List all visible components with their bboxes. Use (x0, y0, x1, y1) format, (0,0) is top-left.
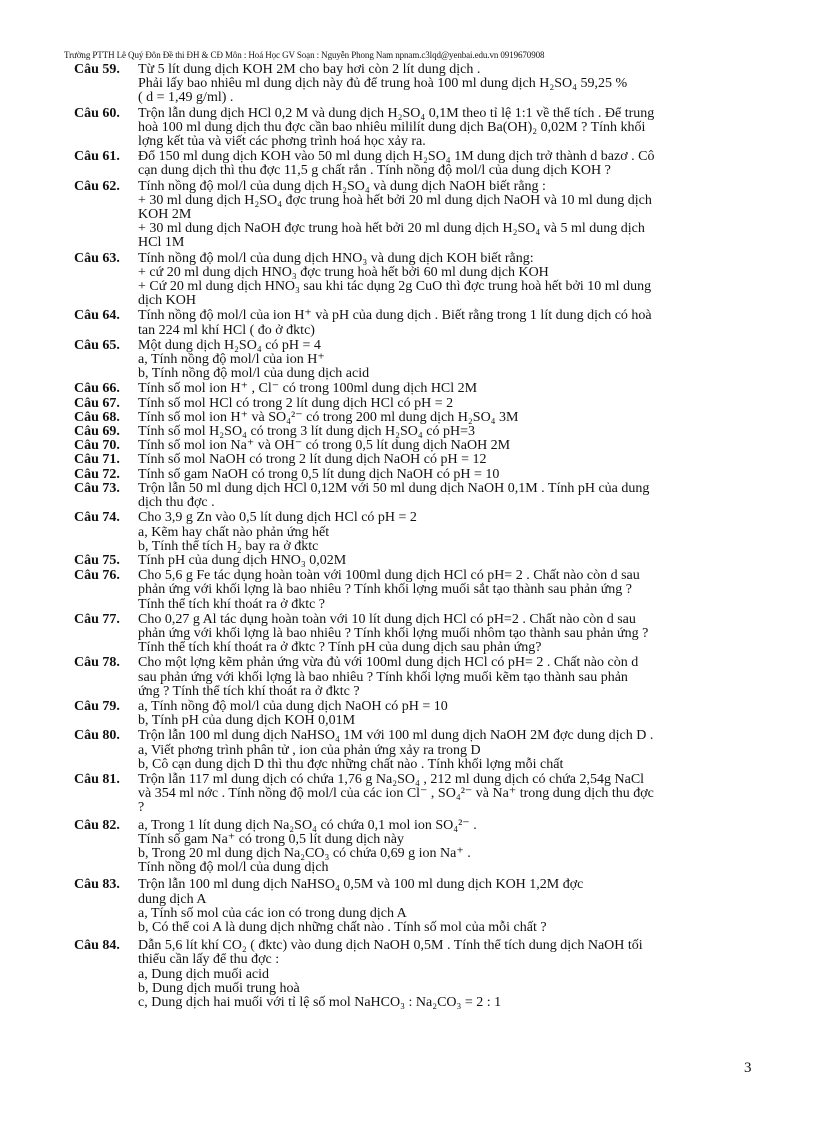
question-text (138, 511, 764, 554)
question-line: Trộn lẫn 50 ml dung dịch HCl 0,12M với 50 ml dung dịch NaOH 0,1M . Tính pH của dung (138, 480, 650, 496)
question-item (74, 878, 764, 935)
question-line: phản ứng với khối lợng là bao nhiêu ? Tính khối lợng muối sắt tạo thành sau phản ứng ? (138, 582, 632, 598)
question-number: Câu 65. (74, 337, 120, 353)
question-item (74, 411, 764, 425)
question-line: phản ứng với khối lợng là bao nhiêu ? Tính khối lợng muối nhôm tạo thành sau phản ứng ? (138, 625, 649, 641)
question-item (74, 554, 764, 568)
question-number: Câu 61. (74, 149, 120, 165)
question-item (74, 107, 764, 150)
question-line: dịch thu đợc . (138, 495, 215, 511)
question-item (74, 656, 764, 699)
question-line: thiểu cần lấy để thu đợc : (138, 952, 280, 968)
question-item (74, 613, 764, 656)
question-line: dung dịch A (138, 891, 207, 907)
question-line: b, Tính pH của dung dịch KOH 0,01M (138, 713, 356, 729)
question-text (138, 569, 764, 612)
question-number: Câu 62. (74, 178, 120, 194)
question-number: Câu 75. (74, 552, 120, 568)
question-item (74, 63, 764, 106)
question-number: Câu 76. (74, 568, 120, 584)
question-line: Từ 5 lít dung dịch KOH 2M cho bay hơi còn 2 lít dung dịch . (138, 62, 481, 77)
question-line: Tính nồng độ mol/l của dung dịch (138, 860, 329, 876)
question-line: Tính số mol ion H⁺ và SO₄²⁻ có trong 200 ml dung dịch H₂SO₄ 3M (138, 409, 519, 425)
question-line: ứng ? Tính thể tích khí thoát ra ở đktc ? (138, 683, 360, 699)
question-number: Câu 82. (74, 817, 120, 833)
question-line: Tính nồng độ mol/l của ion H⁺ và pH của dung dịch . Biết rằng trong 1 lít dung dịch có hoà (138, 308, 652, 324)
question-item (74, 482, 764, 510)
question-line: c, Dung dịch hai muối với tỉ lệ số mol NaHCO₃ : Na₂CO₃ = 2 : 1 (138, 995, 502, 1010)
question-line: Tính số mol HCl có trong 2 lít dung dịch HCl có pH = 2 (138, 395, 454, 411)
question-text (138, 453, 764, 467)
question-text (138, 482, 764, 510)
question-line: Trộn lẫn 100 ml dung dịch NaHSO₄ 1M với 100 ml dung dịch NaOH 2M đợc dung dịch D . (138, 728, 654, 744)
question-text (138, 878, 764, 935)
question-number: Câu 84. (74, 938, 120, 954)
question-text (138, 613, 764, 656)
question-line: + Cứ 20 ml dung dịch HNO₃ sau khi tác dụng 2g CuO thì đợc trung hoà hết bởi 10 ml dung (138, 279, 652, 295)
question-line: b, Tính nồng độ mol/l của dung dịch acid (138, 366, 370, 382)
question-text (138, 439, 764, 453)
question-line: a, Dung dịch muối acid (138, 966, 270, 982)
question-item (74, 150, 764, 178)
question-line: b, Dung dịch muối trung hoà (138, 980, 300, 996)
question-line: Đổ 150 ml dung dịch KOH vào 50 ml dung dịch H₂SO₄ 1M dung dịch trở thành d bazơ . Cô (138, 149, 655, 165)
question-line: và 354 ml nớc . Tính nồng độ mol/l của các ion Cl⁻ , SO₄²⁻ và Na⁺ trong dung dịch thu đợc (138, 786, 654, 802)
question-text (138, 180, 764, 251)
question-item (74, 382, 764, 396)
page-number: 3 (744, 1060, 752, 1076)
question-number: Câu 83. (74, 877, 120, 893)
question-line: + 30 ml dung dịch NaOH đợc trung hoà hết bởi 20 ml dung dịch H₂SO₄ và 5 ml dung dịch (138, 221, 645, 237)
question-line: Tính số mol H₂SO₄ có trong 3 lít dung dịch H₂SO₄ có pH=3 (138, 424, 475, 440)
question-text (138, 252, 764, 309)
question-number: Câu 78. (74, 655, 120, 671)
question-text (138, 729, 764, 772)
question-text (138, 425, 764, 439)
question-text (138, 309, 764, 337)
question-line: ? (138, 800, 145, 816)
question-number: Câu 70. (74, 438, 120, 454)
question-number: Câu 67. (74, 395, 120, 411)
question-line: Tính pH của dung dịch HNO₃ 0,02M (138, 552, 347, 568)
question-line: Cho 3,9 g Zn vào 0,5 lít dung dịch HCl có pH = 2 (138, 510, 417, 526)
question-item (74, 397, 764, 411)
question-line: Cho 5,6 g Fe tác dụng hoàn toàn với 100ml dung dịch HCl có pH= 2 . Chất nào còn d sau (138, 568, 640, 584)
question-text (138, 773, 764, 816)
question-text (138, 339, 764, 382)
page-header: Trường PTTH Lê Quý Đôn Đề thi ĐH & CĐ Môn : Hoá Học GV Soạn : Nguyễn Phong Nam npnam.c3lqd@yenbai.edu.vn 0919670908 (64, 50, 545, 60)
question-number: Câu 77. (74, 611, 120, 627)
question-number: Câu 74. (74, 510, 120, 526)
question-item (74, 180, 764, 251)
question-number: Câu 66. (74, 381, 120, 397)
question-line: b, Tính thể tích H₂ bay ra ở đktc (138, 538, 319, 554)
question-number: Câu 72. (74, 466, 120, 482)
question-number: Câu 79. (74, 698, 120, 714)
question-text (138, 700, 764, 728)
question-line: a, Kẽm hay chất nào phản ứng hết (138, 524, 330, 540)
question-item (74, 453, 764, 467)
question-number: Câu 80. (74, 728, 120, 744)
question-line: b, Có thể coi A là dung dịch những chất nào . Tính số mol của mỗi chất ? (138, 919, 547, 935)
question-text (138, 939, 764, 1010)
question-text (138, 554, 764, 568)
question-line: ( d = 1,49 g/ml) . (138, 90, 234, 106)
question-line: a, Tính nồng độ mol/l của ion H⁺ (138, 352, 325, 368)
question-line: hoà 100 ml dung dịch thu đợc cần bao nhiêu mililít dung dịch Ba(OH)₂ 0,02M ? Tính khối (138, 119, 646, 135)
question-text (138, 656, 764, 699)
question-line: Trộn lẫn dung dịch HCl 0,2 M và dung dịch H₂SO₄ 0,1M theo tỉ lệ 1:1 về thể tích . Để trung (138, 105, 655, 121)
question-line: lợng kết tủa và viết các phơng trình hoá học xảy ra. (138, 134, 426, 150)
question-number: Câu 81. (74, 771, 120, 787)
question-item (74, 252, 764, 309)
question-text (138, 150, 764, 178)
question-line: KOH 2M (138, 207, 192, 223)
question-item (74, 309, 764, 337)
question-item (74, 773, 764, 816)
question-line: HCl 1M (138, 235, 185, 251)
question-line: Tính nồng độ mol/l của dung dịch H₂SO₄ và dung dịch NaOH biết rằng : (138, 178, 546, 194)
question-number: Câu 68. (74, 409, 120, 425)
question-text (138, 107, 764, 150)
question-line: a, Viết phơng trình phân tử , ion của phản ứng xảy ra trong D (138, 742, 481, 758)
question-text (138, 819, 764, 876)
question-line: a, Tính số mol của các ion có trong dung dịch A (138, 905, 407, 921)
question-number: Câu 69. (74, 424, 120, 440)
question-line: Trộn lẫn 100 ml dung dịch NaHSO₄ 0,5M và 100 ml dung dịch KOH 1,2M đợc (138, 877, 584, 893)
question-item (74, 339, 764, 382)
question-item (74, 729, 764, 772)
question-number: Câu 60. (74, 105, 120, 121)
question-line: Tính số gam Na⁺ có trong 0,5 lít dung dịch này (138, 831, 404, 847)
question-line: a, Trong 1 lít dung dịch Na₂SO₄ có chứa 0,1 mol ion SO₄²⁻ . (138, 817, 477, 833)
question-number: Câu 59. (74, 62, 120, 77)
question-line: Trộn lẫn 117 ml dung dịch có chứa 1,76 g Na₂SO₄ , 212 ml dung dịch có chứa 2,54g NaCl (138, 771, 645, 787)
question-line: Phải lấy bao nhiêu ml dung dịch này đủ để trung hoà 100 ml dung dịch H₂SO₄ 59,25 % (138, 76, 628, 92)
question-line: Tính số gam NaOH có trong 0,5 lít dung dịch NaOH có pH = 10 (138, 466, 500, 482)
question-text (138, 382, 764, 396)
question-line: Tính nồng độ mol/l của dung dịch HNO₃ và dung dịch KOH biết rằng: (138, 250, 534, 266)
question-number: Câu 64. (74, 308, 120, 324)
question-line: b, Trong 20 ml dung dịch Na₂CO₃ có chứa 0,69 g ion Na⁺ . (138, 845, 471, 861)
question-text (138, 468, 764, 482)
question-item (74, 439, 764, 453)
question-line: cạn dung dịch thì thu đợc 11,5 g chất rắn . Tính nồng độ mol/l của dung dịch KOH ? (138, 163, 611, 179)
question-number: Câu 71. (74, 452, 120, 468)
question-text (138, 63, 764, 106)
question-line: Tính số mol NaOH có trong 2 lít dung dịch NaOH có pH = 12 (138, 452, 487, 468)
question-line: sau phản ứng với khối lợng là bao nhiêu ? Tính khối lợng muối kẽm tạo thành sau phản (138, 669, 628, 685)
question-number: Câu 63. (74, 250, 120, 266)
question-item (74, 468, 764, 482)
question-text (138, 411, 764, 425)
question-item (74, 700, 764, 728)
question-item (74, 425, 764, 439)
question-line: Tính thể tích khí thoát ra ở đktc ? Tính pH của dung dịch sau phản ứng? (138, 640, 542, 656)
question-line: a, Tính nồng độ mol/l của dung dịch NaOH có pH = 10 (138, 698, 448, 714)
question-line: Một dung dịch H₂SO₄ có pH = 4 (138, 337, 321, 353)
question-number: Câu 73. (74, 480, 120, 496)
question-item (74, 511, 764, 554)
question-line: Dẫn 5,6 lít khí CO₂ ( đktc) vào dung dịch NaOH 0,5M . Tính thể tích dung dịch NaOH tối (138, 938, 643, 954)
question-line: + 30 ml dung dịch H₂SO₄ đợc trung hoà hết bởi 20 ml dung dịch NaOH và 10 ml dung dịch (138, 192, 652, 208)
question-line: Cho 0,27 g Al tác dụng hoàn toàn với 10 lít dung dịch HCl có pH=2 . Chất nào còn d sau (138, 611, 636, 627)
question-text (138, 397, 764, 411)
question-line: Cho một lợng kẽm phản ứng vừa đủ với 100ml dung dịch HCl có pH= 2 . Chất nào còn d (138, 655, 639, 671)
question-line: dịch KOH (138, 293, 196, 309)
question-line: b, Cô cạn dung dịch D thì thu đợc những chất nào . Tính khối lợng mỗi chất (138, 756, 564, 772)
question-line: tan 224 ml khí HCl ( đo ở đktc) (138, 322, 315, 338)
question-line: Tính thể tích khí thoát ra ở đktc ? (138, 596, 326, 612)
question-list (74, 63, 764, 1010)
question-item (74, 569, 764, 612)
question-line: + cứ 20 ml dung dịch HNO₃ đợc trung hoà hết bởi 60 ml dung dịch KOH (138, 264, 549, 280)
question-line: Tính số mol ion H⁺ , Cl⁻ có trong 100ml dung dịch HCl 2M (138, 381, 478, 397)
question-item (74, 939, 764, 1010)
question-item (74, 819, 764, 876)
question-line: Tính số mol ion Na⁺ và OH⁻ có trong 0,5 lít dung dịch NaOH 2M (138, 438, 511, 454)
